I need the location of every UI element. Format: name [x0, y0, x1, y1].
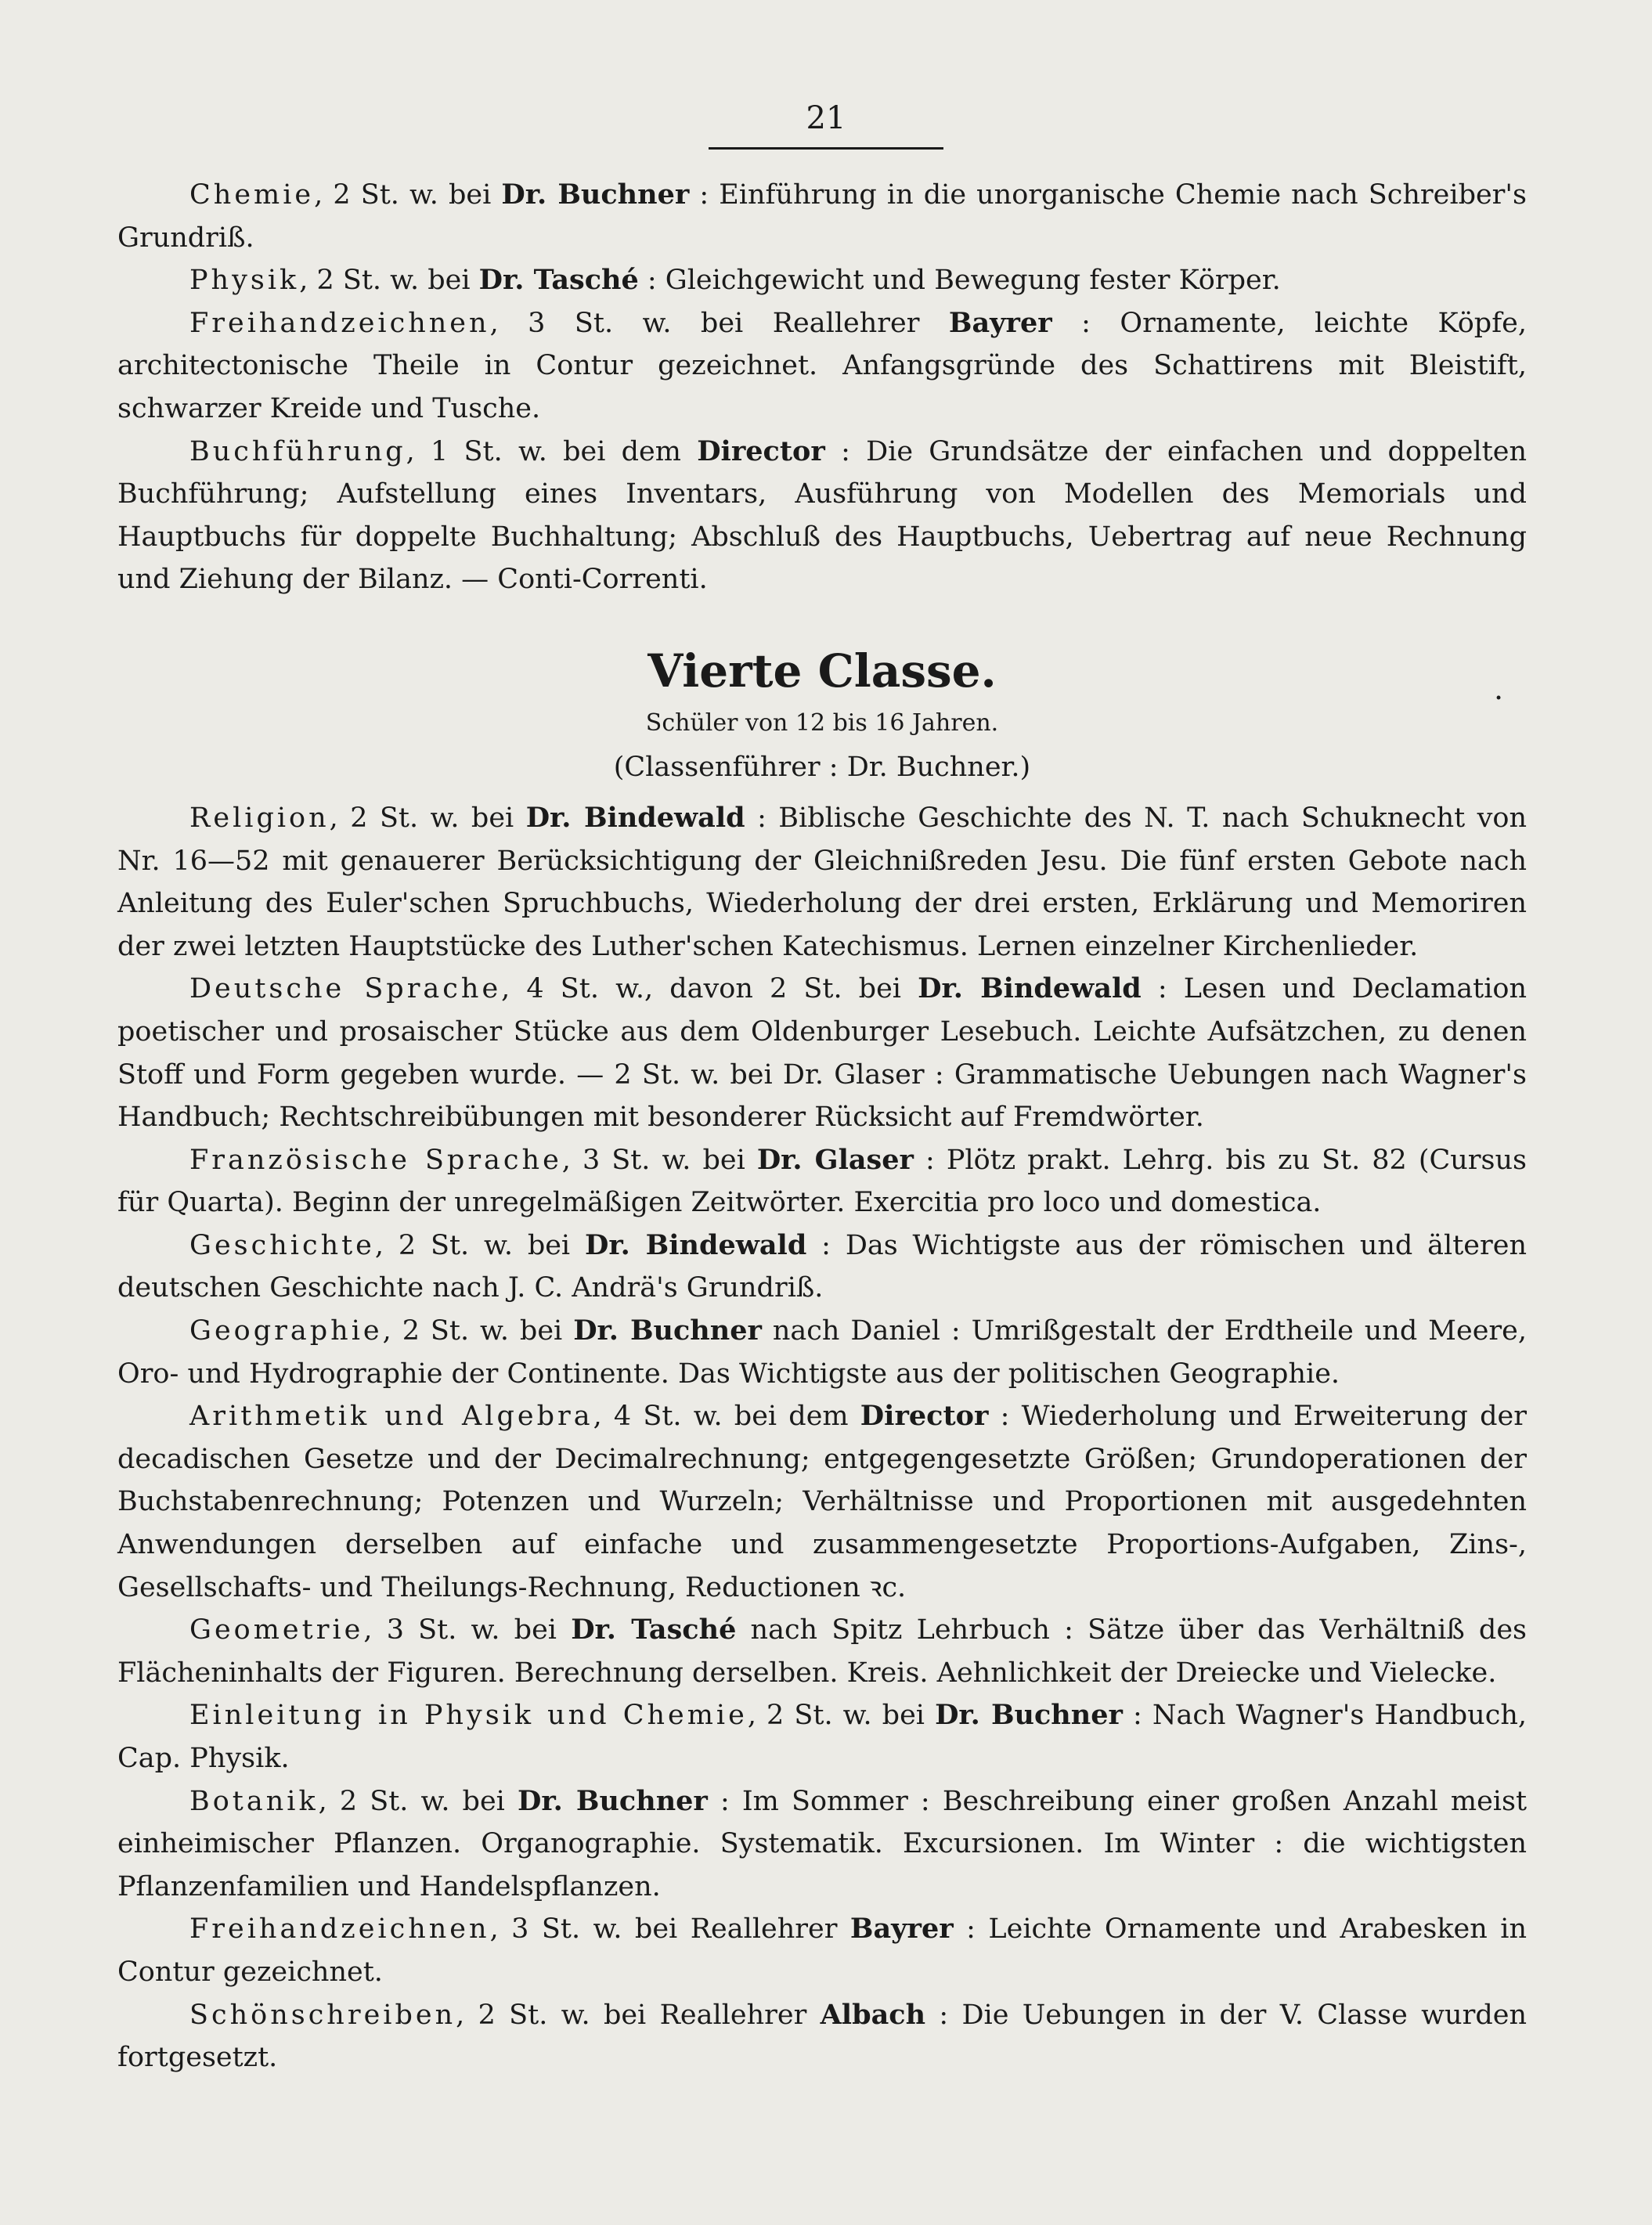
hours-text: , 3 St. w. bei [561, 1144, 757, 1176]
content-text: : Wiederholung und Erweiterung der decadischen Gesetze und der Decimalrechnung; entgegengesetzte Größen; Grundoperationen der Buchstabenrechnung; Potenzen und Wurzeln; Verhältnisse und Proportionen mit ausgedehnten Anwendungen derselben auf einfache und zusammengesetzte Proportions-Aufgaben, Zins-, Gesellschafts- und Theilungs-Rechnung, Reductionen ꝛc. [117, 1401, 1527, 1603]
paragraph-geographie [117, 1310, 1527, 1395]
paragraph-arithmetik [117, 1395, 1527, 1609]
paragraph-geschichte [117, 1224, 1527, 1310]
subject-label: Physik [189, 265, 300, 297]
content-text: : Gleichgewicht und Bewegung fester Körper. [638, 265, 1281, 297]
content-text: : Die Grundsätze der einfachen und doppelten Buchführung; Aufstellung eines Inventars, Ausführung von Modellen des Memorials und Hauptbuchs für doppelte Buchhaltung; Abschluß des Hauptbuchs, Uebertrag auf neue Rechnung und Ziehung der Bilanz. — Conti-Correnti. [117, 435, 1527, 596]
paragraph-chemie [117, 174, 1527, 259]
subject-label: Geschichte [189, 1229, 375, 1261]
subject-label: Französische Sprache [189, 1144, 562, 1176]
page-body [117, 174, 1527, 2079]
paragraph-physik [117, 259, 1527, 302]
subject-label: Freihandzeichnen [189, 307, 490, 339]
teacher-name: Dr. Tasché [478, 264, 639, 297]
hours-text: , 2 St. w. bei [318, 1785, 518, 1817]
hours-text: , 3 St. w. bei [363, 1614, 572, 1646]
teacher-name: Bayrer [948, 306, 1052, 339]
teacher-name: Dr. Tasché [571, 1614, 737, 1646]
hours-text: , 3 St. w. bei Reallehrer [489, 1913, 850, 1946]
hours-text: , 2 St. w. bei [374, 1229, 585, 1261]
hours-text: , 2 St. w. bei [747, 1700, 936, 1732]
class-leader: (Classenführer : Dr. Buchner.) [613, 751, 1031, 783]
content-text: : Lesen und Declamation poetischer und prosaischer Stücke aus dem Oldenburger Lesebuch. Leichte Aufsätzchen, zu denen Stoff und Form gegeben wurde. — 2 St. w. bei Dr. Glaser : Grammatische Uebungen nach Wagner's Handbuch; Rechtschreibübungen mit besonderer Rücksicht auf Fremdwörter. [117, 973, 1528, 1134]
content-text: : Nach Wagner's Handbuch, Cap. Physik. [117, 1700, 1527, 1774]
content-text: : Einführung in die unorganische Chemie nach Schreiber's Grundriß. [117, 179, 1527, 254]
teacher-name: Albach [820, 1998, 926, 2031]
content-text: : Plötz prakt. Lehrg. bis zu St. 82 (Cursus für Quarta). Beginn der unregelmäßigen Zeitwörter. Exercitia pro loco und domestica. [117, 1144, 1527, 1219]
section-subtitle: Schüler von 12 bis 16 Jahren. [645, 709, 999, 737]
page-number: 21 [806, 100, 846, 136]
hours-text: , 3 St. w. bei Reallehrer [489, 307, 949, 339]
teacher-name: Director [860, 1400, 989, 1433]
subject-label: Geographie [189, 1315, 383, 1347]
content-text: : Im Sommer : Beschreibung einer großen Anzahl meist einheimischer Pflanzen. Organographie. Systematik. Excursionen. Im Winter : die wichtigsten Pflanzenfamilien und Handelspflanzen. [117, 1785, 1528, 1902]
subject-label: Deutsche Sprache [189, 973, 502, 1005]
intro-block [117, 174, 1527, 601]
hours-text: , 4 St. w. bei dem [593, 1401, 860, 1433]
paragraph-buchfuehrung [117, 431, 1527, 601]
hours-text: , 1 St. w. bei dem [406, 435, 698, 467]
subject-label: Geometrie [189, 1614, 364, 1646]
paragraph-franzoesische-sprache [117, 1139, 1527, 1224]
subject-label: Chemie [189, 179, 315, 211]
paragraph-freihandzeichnen-2 [117, 1908, 1527, 1993]
paragraph-schoenschreiben [117, 1994, 1527, 2079]
paragraph-religion [117, 797, 1527, 968]
content-text: : Die Uebungen in der V. Classe wurden fortgesetzt. [117, 1999, 1527, 2074]
section-title: Vierte Classe. [647, 644, 997, 698]
teacher-name: Dr. Glaser [756, 1143, 914, 1176]
paragraph-botanik [117, 1780, 1527, 1909]
paragraph-physik-chemie [117, 1694, 1527, 1780]
paragraph-geometrie [117, 1609, 1527, 1694]
content-text: nach Daniel : Umrißgestalt der Erdtheile und Meere, Oro- und Hydrographie der Continente. Das Wichtigste aus der politischen Geographie. [117, 1315, 1528, 1390]
paragraph-deutsche-sprache [117, 968, 1527, 1138]
hours-text: , 4 St. w., davon 2 St. bei [501, 973, 918, 1005]
content-text: nach Spitz Lehrbuch : Sätze über das Verhältniß des Flächeninhalts der Figuren. Berechnung derselben. Kreis. Aehnlichkeit der Dreiecke und Vielecke. [117, 1614, 1527, 1689]
content-text: : Das Wichtigste aus der römischen und älteren deutschen Geschichte nach J. C. Andrä's Grundriß. [117, 1229, 1528, 1304]
teacher-name: Bayrer [849, 1913, 954, 1946]
subject-label: Religion [189, 802, 330, 834]
teacher-name: Dr. Bindewald [584, 1228, 807, 1261]
content-text: : Leichte Ornamente und Arabesken in Contur gezeichnet. [117, 1913, 1528, 1988]
margin-dot: . [1494, 672, 1504, 706]
teacher-name: Dr. Buchner [501, 179, 690, 211]
content-text: : Biblische Geschichte des N. T. nach Schuknecht von Nr. 16—52 mit genauerer Berücksichtigung der Gleichnißreden Jesu. Die fünf ersten Gebote nach Anleitung des Euler'schen Spruchbuchs, Wiederholung der drei ersten, Erklärung und Memoriren der zwei letzten Hauptstücke des Luther'schen Katechismus. Lernen einzelner Kirchenlieder. [117, 802, 1528, 962]
hours-text: , 2 St. w. bei [382, 1315, 574, 1347]
subject-label: Freihandzeichnen [189, 1913, 490, 1946]
subject-label: Buchführung [189, 435, 406, 467]
teacher-name: Dr. Buchner [935, 1699, 1123, 1732]
teacher-name: Dr. Bindewald [525, 801, 745, 834]
header-rule [709, 147, 943, 150]
content-text: : Ornamente, leichte Köpfe, architectonische Theile in Contur gezeichnet. Anfangsgründe des Schattirens mit Bleistift, schwarzer Kreide und Tusche. [117, 307, 1527, 424]
hours-text: , 2 St. w. bei [299, 265, 479, 297]
teacher-name: Dr. Buchner [573, 1314, 762, 1347]
subject-label: Einleitung in Physik und Chemie [189, 1700, 748, 1732]
subject-label: Arithmetik und Algebra [189, 1401, 593, 1433]
hours-text: , 2 St. w. bei [329, 802, 526, 834]
teacher-name: Director [697, 435, 825, 467]
teacher-name: Dr. Buchner [517, 1784, 708, 1817]
subject-label: Schönschreiben [189, 1999, 456, 2031]
paragraph-freihandzeichnen [117, 302, 1527, 431]
teacher-name: Dr. Bindewald [918, 972, 1142, 1005]
curriculum-list [117, 797, 1527, 2079]
subject-label: Botanik [189, 1785, 319, 1817]
hours-text: , 2 St. w. bei [314, 179, 502, 211]
hours-text: , 2 St. w. bei Reallehrer [456, 1999, 821, 2031]
